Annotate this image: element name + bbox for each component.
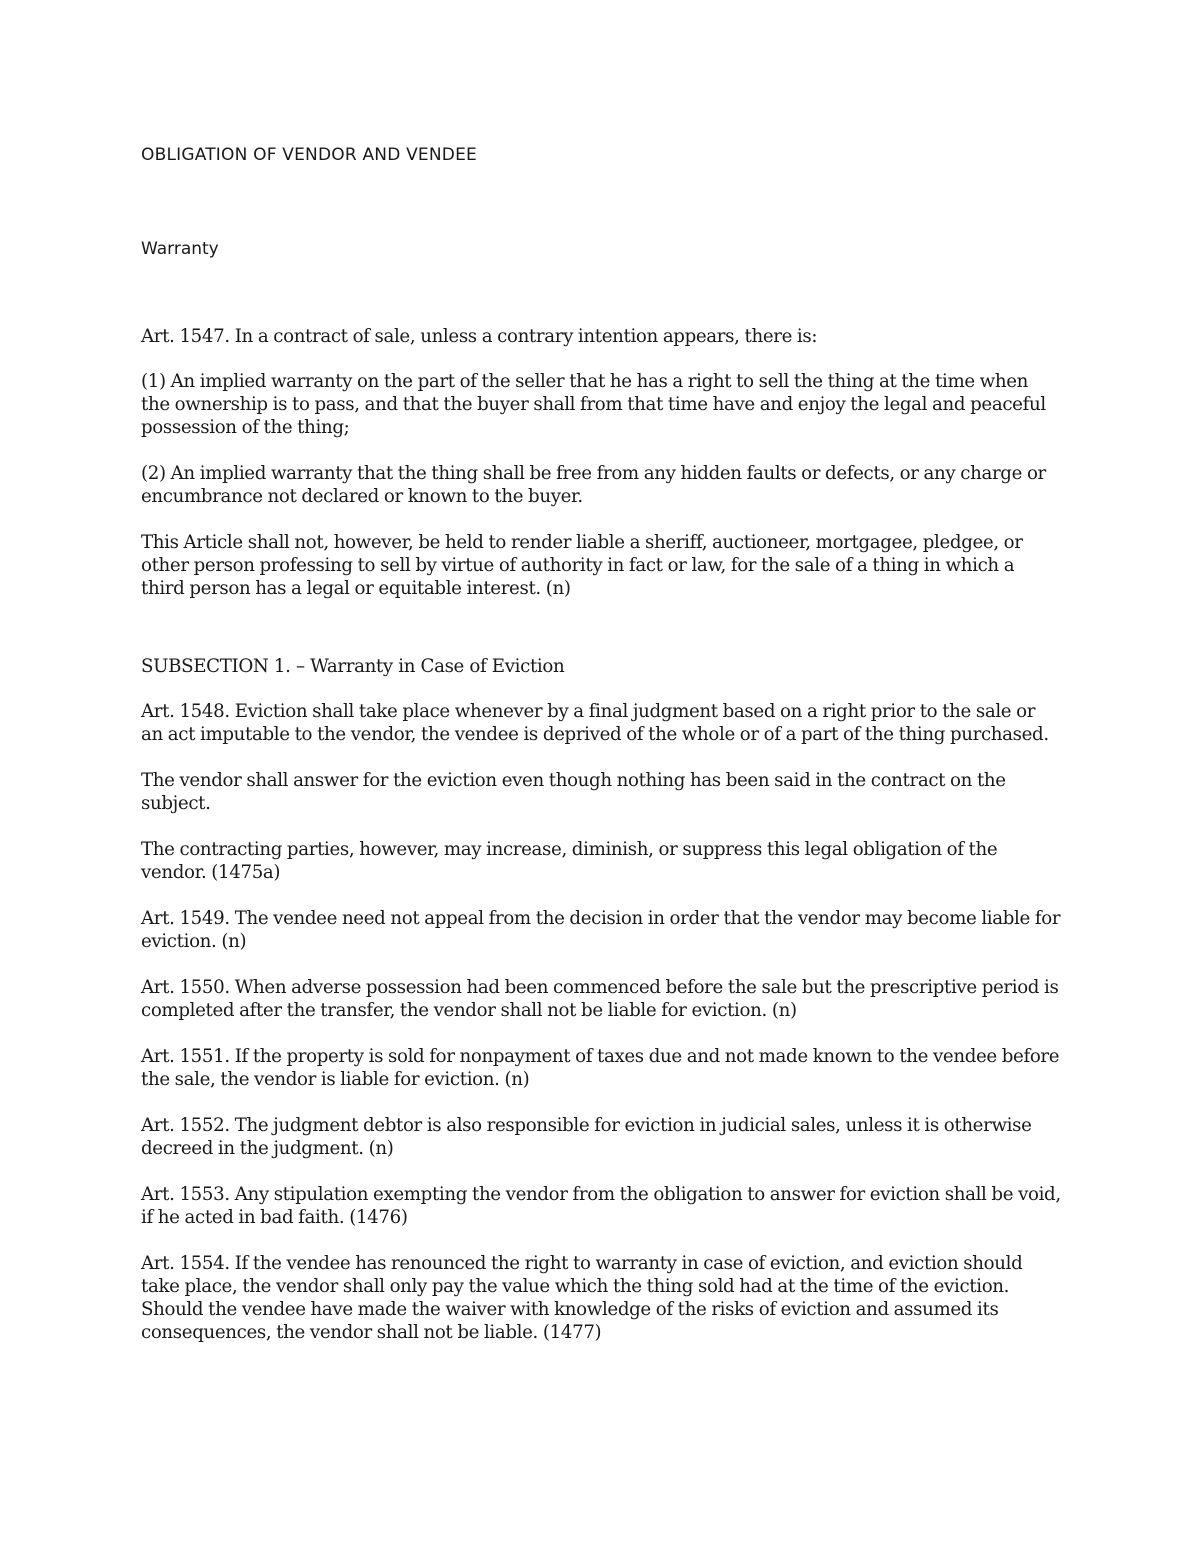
article-1552: Art. 1552. The judgment debtor is also responsible for eviction in judicial sales, unless it is otherwise decreed in the judgment. (n) xyxy=(141,1115,1032,1159)
article-1548: Art. 1548. Eviction shall take place whenever by a final judgment based on a right prior to the sale or an act imputable to the vendor, the vendee is deprived of the whole or of a part of the thing purchased. xyxy=(141,701,1049,745)
article-1550: Art. 1550. When adverse possession had been commenced before the sale but the prescriptive period is completed after the transfer, the vendor shall not be liable for eviction. (n) xyxy=(141,977,1059,1021)
subsection-heading-eviction: SUBSECTION 1. – Warranty in Case of Eviction xyxy=(141,656,565,677)
document-body xyxy=(141,143,1061,1367)
article-1553: Art. 1553. Any stipulation exempting the vendor from the obligation to answer for eviction shall be void, if he acted in bad faith. (1476) xyxy=(141,1184,1061,1228)
article-1547-clause-2: (2) An implied warranty that the thing shall be free from any hidden faults or defects, or any charge or encumbrance not declared or known to the buyer. xyxy=(141,463,1046,507)
article-1554: Art. 1554. If the vendee has renounced the right to warranty in case of eviction, and eviction should take place, the vendor shall only pay the value which the thing sold had at the time of the eviction. Should the vendee have made the waiver with knowledge of the risks of eviction and assumed its consequences, the vendor shall not be liable. (1477) xyxy=(141,1253,1023,1343)
article-1549: Art. 1549. The vendee need not appeal from the decision in order that the vendor may become liable for eviction. (n) xyxy=(141,908,1061,952)
article-1548-vendor-answer: The vendor shall answer for the eviction even though nothing has been said in the contract on the subject. xyxy=(141,770,1006,814)
article-1548-parties: The contracting parties, however, may increase, diminish, or suppress this legal obligation of the vendor. (1475a) xyxy=(141,839,998,883)
document-title: OBLIGATION OF VENDOR AND VENDEE xyxy=(141,145,477,165)
article-1547-exception: This Article shall not, however, be held to render liable a sheriff, auctioneer, mortgagee, pledgee, or other person professing to sell by virtue of authority in fact or law, for the sale of a thing in which a third person has a legal or equitable interest. (n) xyxy=(141,532,1023,599)
article-1551: Art. 1551. If the property is sold for nonpayment of taxes due and not made known to the vendee before the sale, the vendor is liable for eviction. (n) xyxy=(141,1046,1060,1090)
article-1547-clause-1: (1) An implied warranty on the part of the seller that he has a right to sell the thing at the time when the ownership is to pass, and that the buyer shall from that time have and enjoy the legal and peaceful possession of the thing; xyxy=(141,371,1046,438)
article-1547-intro: Art. 1547. In a contract of sale, unless a contrary intention appears, there is: xyxy=(141,326,818,347)
section-heading-warranty: Warranty xyxy=(141,239,219,259)
